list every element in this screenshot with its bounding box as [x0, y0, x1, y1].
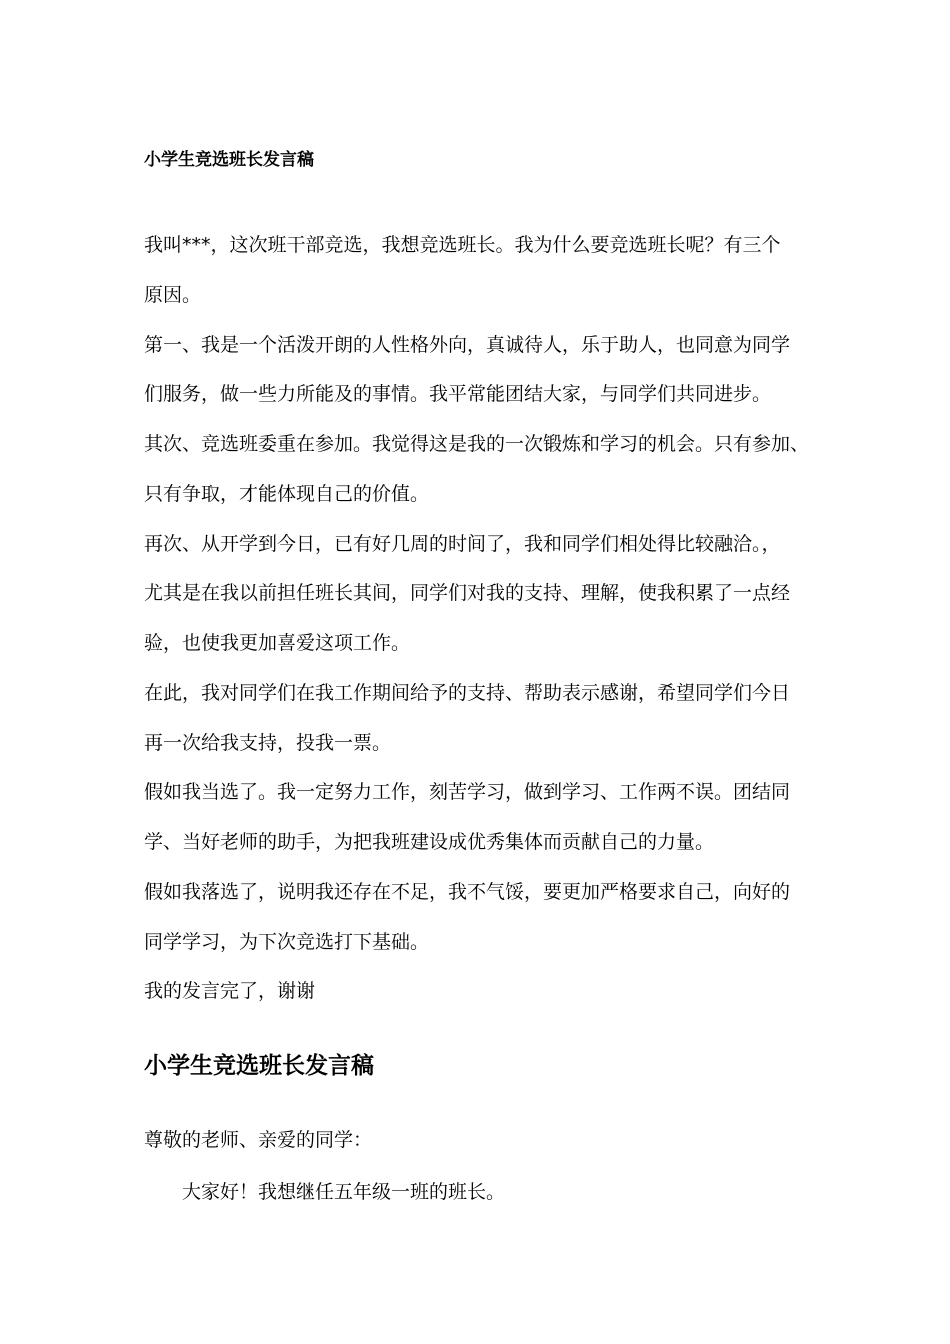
paragraph-line: 原因。 — [144, 284, 202, 306]
opening-line: 大家好！我想继任五年级一班的班长。 — [182, 1181, 506, 1203]
paragraph-line: 我的发言完了，谢谢 — [144, 980, 316, 1002]
paragraph-line: 假如我当选了。我一定努力工作，刻苦学习，做到学习、工作两不误。团结同 — [144, 781, 791, 803]
greeting-line: 尊敬的老师、亲爱的同学： — [144, 1129, 373, 1151]
paragraph-line: 再一次给我支持，投我一票。 — [144, 732, 392, 754]
paragraph-line: 在此，我对同学们在我工作期间给予的支持、帮助表示感谢，希望同学们今日 — [144, 682, 791, 704]
document-title: 小学生竞选班长发言稿 — [144, 150, 314, 170]
paragraph-line: 只有争取，才能体现自己的价值。 — [144, 483, 430, 505]
paragraph-line: 再次、从开学到今日，已有好几周的时间了，我和同学们相处得比较融洽。， — [144, 533, 781, 555]
paragraph-line: 同学学习，为下次竞选打下基础。 — [144, 931, 430, 953]
paragraph-line: 假如我落选了，说明我还存在不足，我不气馁，要更加严格要求自己，向好的 — [144, 881, 791, 903]
section-title: 小学生竞选班长发言稿 — [144, 1053, 374, 1079]
paragraph-line: 第一、我是一个活泼开朗的人性格外向，真诚待人，乐于助人，也同意为同学 — [144, 334, 791, 356]
paragraph-line: 我叫***，这次班干部竞选，我想竞选班长。我为什么要竞选班长呢？有三个 — [144, 234, 781, 256]
paragraph-line: 尤其是在我以前担任班长其间，同学们对我的支持、理解，使我积累了一点经 — [144, 582, 791, 604]
paragraph-line: 们服务，做一些力所能及的事情。我平常能团结大家，与同学们共同进步。 — [144, 383, 772, 405]
paragraph-line: 其次、竞选班委重在参加。我觉得这是我的一次锻炼和学习的机会。只有参加、 — [144, 433, 810, 455]
paragraph-line: 验，也使我更加喜爱这项工作。 — [144, 632, 411, 654]
paragraph-line: 学、当好老师的助手，为把我班建设成优秀集体而贡献自己的力量。 — [144, 831, 715, 853]
